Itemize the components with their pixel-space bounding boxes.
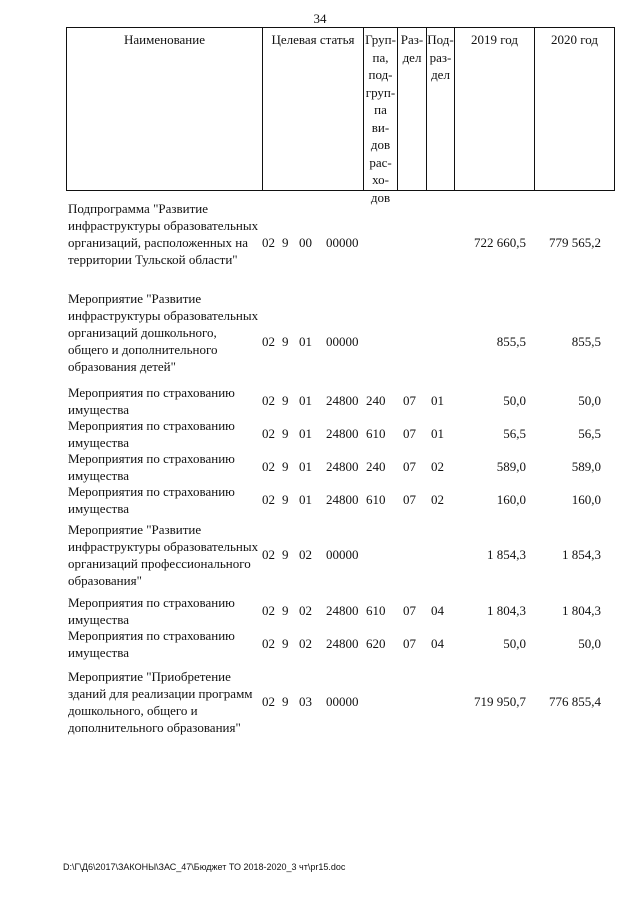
row-target-4: 24800 — [326, 459, 359, 474]
row-2019: 855,5 — [496, 334, 526, 349]
header-subsection-line: Под- — [427, 32, 454, 47]
row-target-2: 9 — [282, 603, 289, 618]
row-name: Мероприятия по страхованию имущества — [68, 484, 235, 516]
row-target-3: 02 — [299, 603, 312, 618]
row-target-1: 02 — [262, 694, 275, 709]
row-target-2: 9 — [282, 426, 289, 441]
row-section: 07 — [403, 636, 416, 651]
row-section: 07 — [403, 603, 416, 618]
row-2020: 589,0 — [571, 459, 601, 474]
row-name: Мероприятие "Развитие инфраструктуры образовательных организаций дошкольного, общего и дополнительного образования детей" — [68, 291, 259, 374]
row-2020: 56,5 — [578, 426, 601, 441]
header-group — [364, 28, 398, 205]
header-group-line: дов — [370, 137, 391, 152]
row-target-3: 01 — [299, 426, 312, 441]
row-group: 610 — [366, 603, 386, 618]
row-subsection: 02 — [431, 492, 444, 507]
header-group-line: дов — [370, 189, 391, 205]
row-group: 240 — [366, 393, 386, 408]
file-path-footer: D:\Г\Д6\2017\ЗАКОНЫ\ЗАС_47\Бюджет ТО 2018-2020_3 чт\pr15.doc — [63, 862, 346, 872]
row-2020: 779 565,2 — [549, 235, 601, 250]
header-group-line: хо- — [372, 172, 389, 187]
row-subsection: 02 — [431, 459, 444, 474]
row-name: Подпрограмма "Развитие инфраструктуры образовательных организаций, расположенных на территории Тульской области" — [68, 201, 259, 267]
header-group-line: груп- — [365, 84, 396, 100]
row-group: 240 — [366, 459, 386, 474]
row-target-1: 02 — [262, 235, 275, 250]
row-2019: 50,0 — [503, 393, 526, 408]
row-2019: 719 950,7 — [474, 694, 526, 709]
row-target-4: 24800 — [326, 393, 359, 408]
row-2020: 776 855,4 — [549, 694, 601, 709]
row-name: Мероприятия по страхованию имущества — [68, 418, 235, 450]
row-target-3: 02 — [299, 547, 312, 562]
header-section — [398, 28, 427, 190]
row-target-3: 01 — [299, 334, 312, 349]
row-group: 610 — [366, 426, 386, 441]
header-group-line: рас- — [369, 154, 392, 170]
row-name: Мероприятия по страхованию имущества — [68, 595, 235, 627]
row-subsection: 01 — [431, 426, 444, 441]
row-name: Мероприятие "Приобретение зданий для реализации программ дошкольного, общего и дополнительного образования" — [68, 669, 253, 735]
row-group: 620 — [366, 636, 386, 651]
row-section: 07 — [403, 426, 416, 441]
row-target-4: 00000 — [326, 334, 359, 349]
row-target-2: 9 — [282, 334, 289, 349]
header-2019: 2019 год — [455, 28, 535, 190]
header-target: Целевая статья — [263, 28, 364, 190]
row-target-2: 9 — [282, 459, 289, 474]
row-2019: 160,0 — [496, 492, 526, 507]
row-target-1: 02 — [262, 492, 275, 507]
row-name: Мероприятия по страхованию имущества — [68, 385, 235, 417]
row-2019: 56,5 — [503, 426, 526, 441]
row-subsection: 04 — [431, 636, 444, 651]
row-target-1: 02 — [262, 426, 275, 441]
row-subsection: 04 — [431, 603, 444, 618]
row-subsection: 01 — [431, 393, 444, 408]
row-target-1: 02 — [262, 459, 275, 474]
row-target-4: 00000 — [326, 235, 359, 250]
row-target-3: 01 — [299, 393, 312, 408]
row-2019: 1 804,3 — [487, 603, 526, 618]
header-subsection — [427, 28, 455, 190]
budget-table — [66, 27, 615, 735]
row-target-2: 9 — [282, 636, 289, 651]
row-2020: 1 854,3 — [562, 547, 601, 562]
row-section: 07 — [403, 393, 416, 408]
row-2020: 50,0 — [578, 393, 601, 408]
header-section-line: дел — [402, 49, 422, 65]
row-target-4: 24800 — [326, 426, 359, 441]
row-target-3: 02 — [299, 636, 312, 651]
row-target-3: 01 — [299, 459, 312, 474]
row-2019: 589,0 — [496, 459, 526, 474]
header-2020: 2020 год — [551, 32, 598, 47]
row-2020: 160,0 — [571, 492, 601, 507]
row-2019: 50,0 — [503, 636, 526, 651]
row-2020: 855,5 — [571, 334, 601, 349]
row-2019: 1 854,3 — [487, 547, 526, 562]
header-group-line: па, — [372, 49, 389, 65]
header-name: Наименование — [67, 28, 263, 190]
row-target-1: 02 — [262, 603, 275, 618]
row-target-4: 00000 — [326, 694, 359, 709]
row-2020: 1 804,3 — [562, 603, 601, 618]
row-section: 07 — [403, 459, 416, 474]
row-target-4: 00000 — [326, 547, 359, 562]
row-target-4: 24800 — [326, 636, 359, 651]
header-section-line: Раз- — [400, 32, 424, 47]
header-subsection-line: дел — [431, 67, 450, 82]
row-target-2: 9 — [282, 492, 289, 507]
row-target-1: 02 — [262, 636, 275, 651]
row-target-2: 9 — [282, 393, 289, 408]
row-2019: 722 660,5 — [474, 235, 526, 250]
header-group-line: па ви- — [371, 102, 390, 135]
page-number: 34 — [313, 11, 327, 26]
row-name: Мероприятия по страхованию имущества — [68, 628, 235, 660]
row-group: 610 — [366, 492, 386, 507]
row-target-3: 00 — [299, 235, 312, 250]
header-group-line: под- — [368, 67, 393, 82]
row-name: Мероприятие "Развитие инфраструктуры образовательных организаций профессионального образования" — [68, 522, 259, 588]
row-target-1: 02 — [262, 547, 275, 562]
row-target-3: 01 — [299, 492, 312, 507]
row-target-2: 9 — [282, 547, 289, 562]
row-target-1: 02 — [262, 334, 275, 349]
row-target-3: 03 — [299, 694, 312, 709]
row-target-1: 02 — [262, 393, 275, 408]
header-subsection-line: раз- — [429, 49, 452, 65]
row-name: Мероприятия по страхованию имущества — [68, 451, 235, 483]
row-2020: 50,0 — [578, 636, 601, 651]
row-target-4: 24800 — [326, 492, 359, 507]
row-target-2: 9 — [282, 694, 289, 709]
row-target-2: 9 — [282, 235, 289, 250]
row-target-4: 24800 — [326, 603, 359, 618]
header-group-line: Груп- — [365, 32, 396, 47]
table-header — [66, 27, 615, 205]
row-section: 07 — [403, 492, 416, 507]
